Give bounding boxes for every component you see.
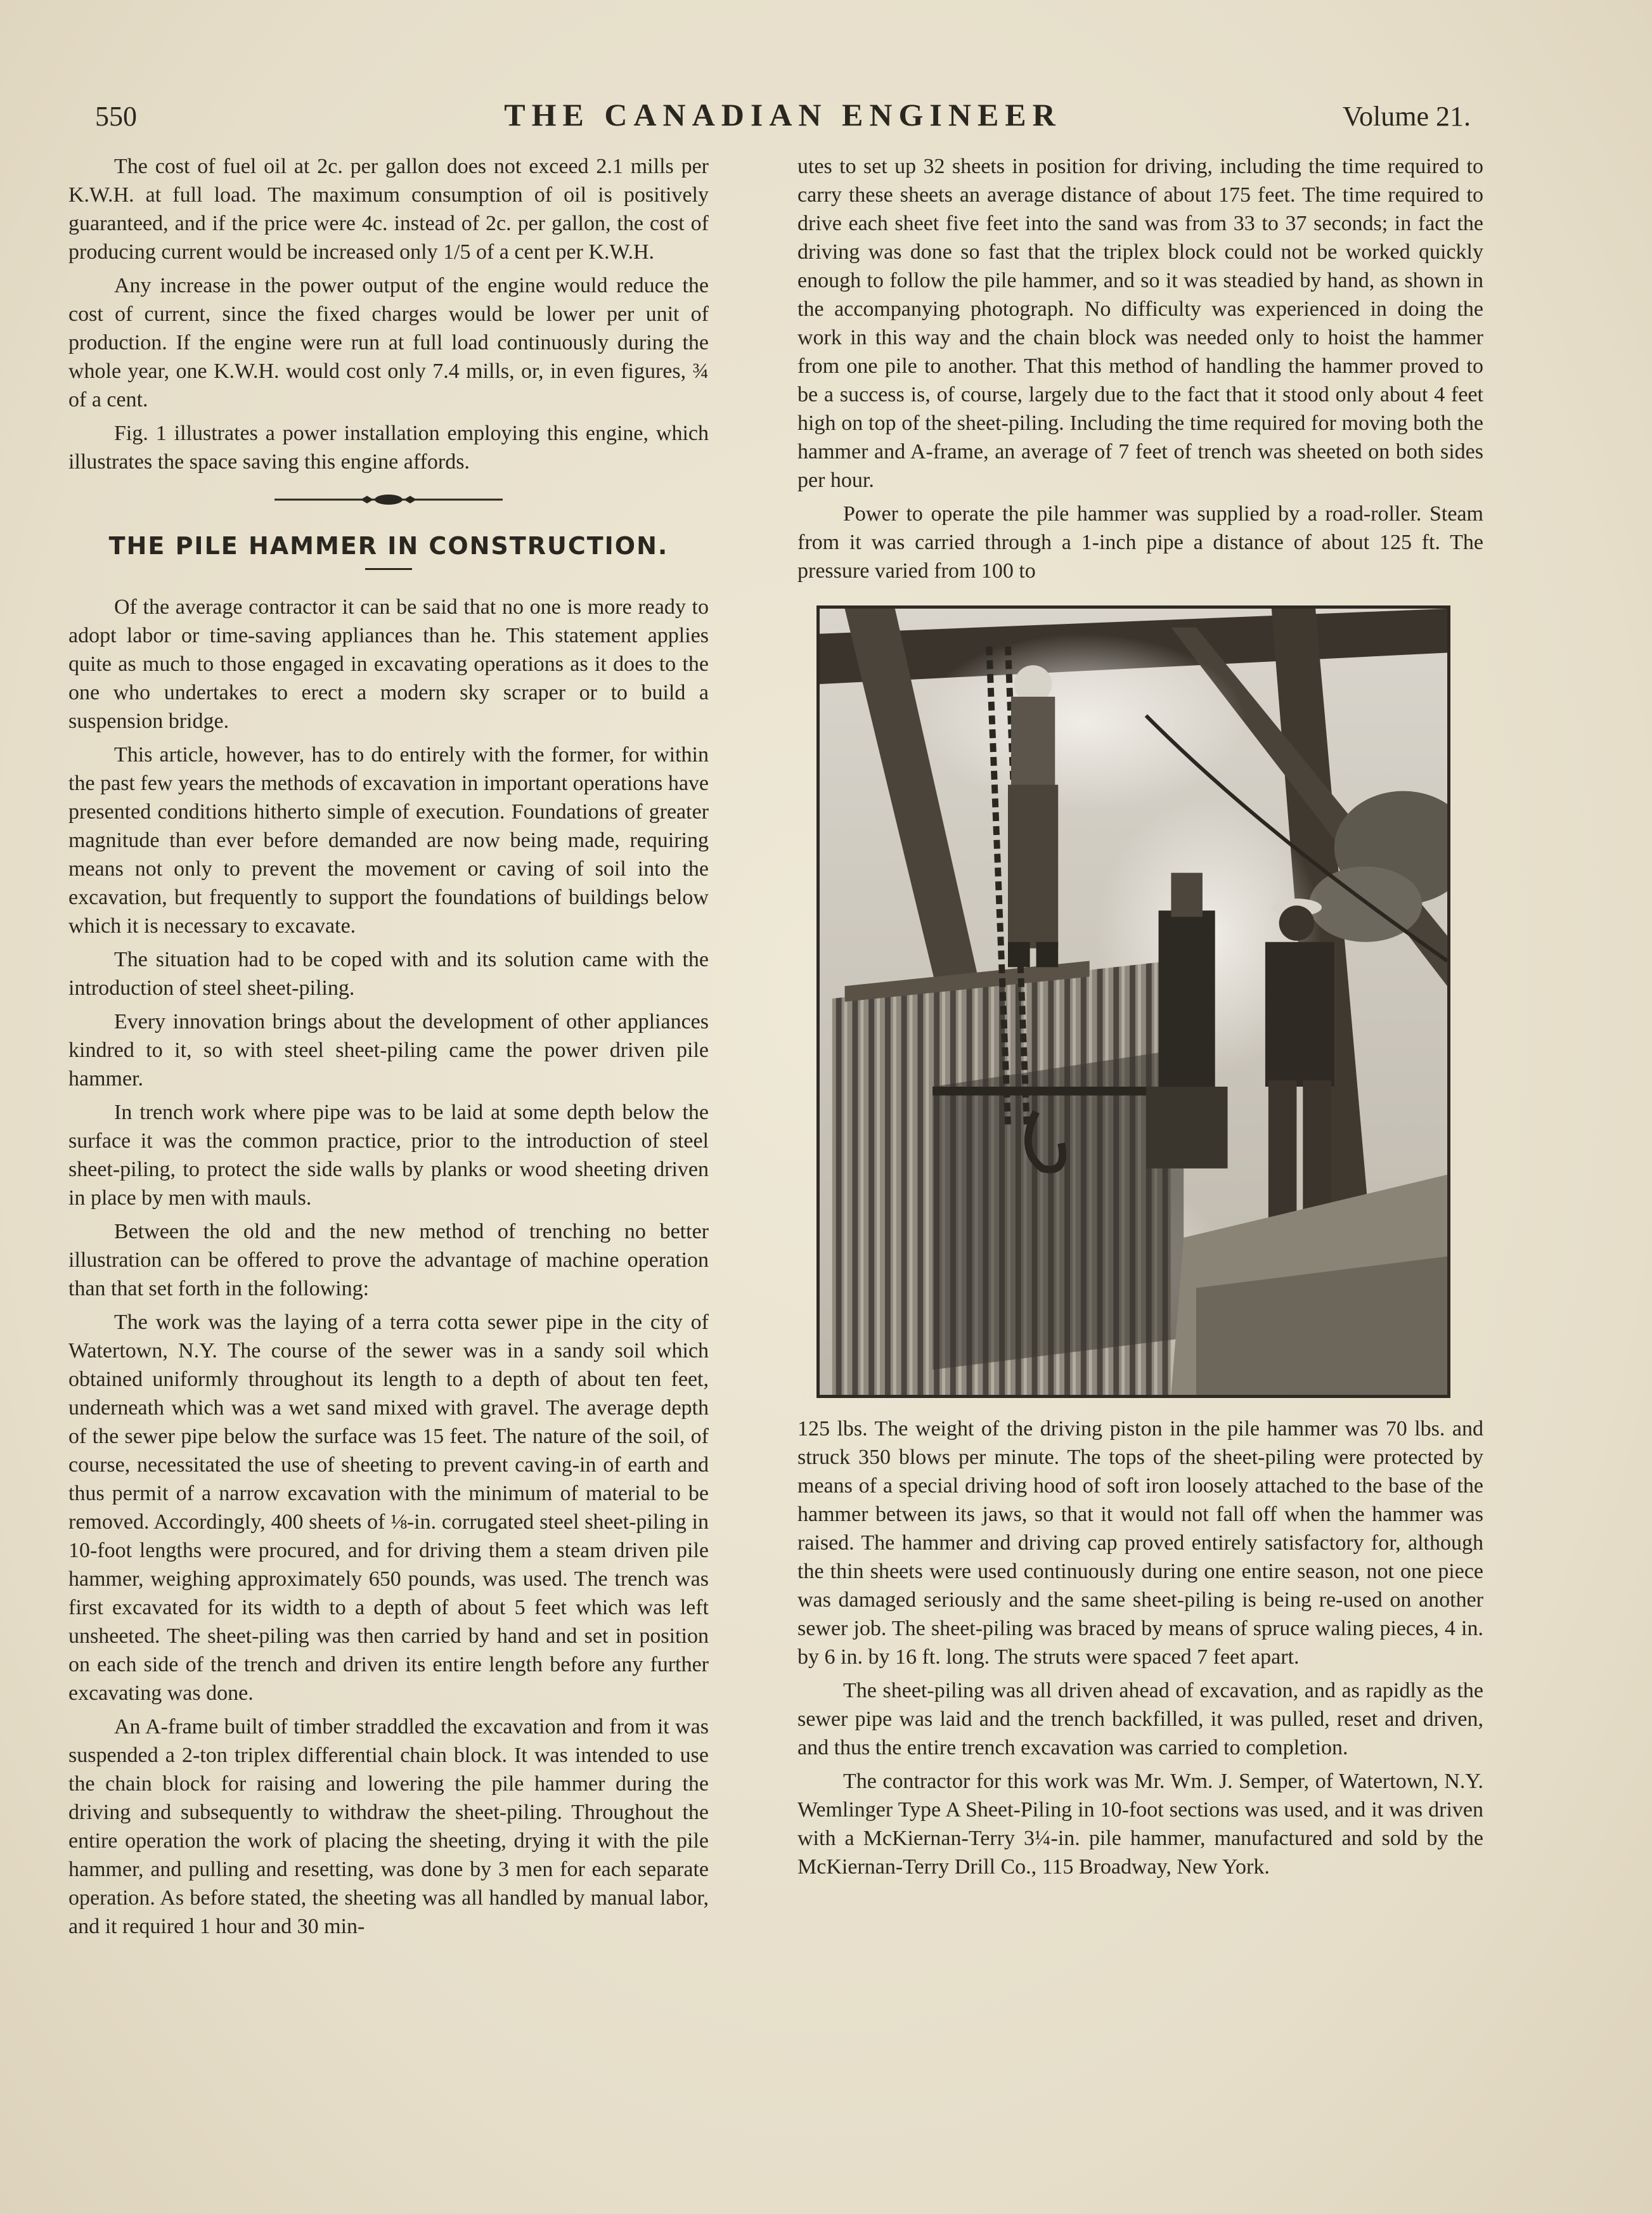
paragraph: Any increase in the power output of the engine would reduce the cost of current, since the fixed charges would be lower per unit of production. If the engine were run at full load continuously during the whole year, one K.W.H. would cost only 7.4 mills, or, in even figures, ¾ of a cent.	[68, 274, 709, 411]
paragraph: The sheet-piling was all driven ahead of excavation, and as rapidly as the sewer pipe was laid and the trench backfilled, it was pulled, reset and driven, and thus the entire trench excavation was carried to completion.	[797, 1679, 1483, 1759]
section-divider-ornament	[274, 490, 503, 509]
paragraph: Of the average contractor it can be said that no one is more ready to adopt labor or time-saving appliances than he. This statement applies quite as much to those engaged in excavating operations as it does to the one who undertakes to erect a modern sky scraper or to build a suspension bridge.	[68, 595, 709, 733]
paragraph: In trench work where pipe was to be laid at some depth below the surface it was the common practice, prior to the introduction of steel sheet-piling, to protect the side walls by planks or wood sheeting driven in place by men with mauls.	[68, 1101, 709, 1210]
paragraph: The work was the laying of a terra cotta sewer pipe in the city of Watertown, N.Y. The course of the sewer was in a sandy soil which obtained uniformly throughout its length to a depth of about ten feet, underneath which was a wet sand mixed with gravel. The average depth of the sewer pipe below the surface was 15 feet. The nature of the soil, of course, necessitated the use of sheeting to prevent caving-in of earth and thus permit of a narrow excavation with the minimum of material to be removed. Accordingly, 400 sheets of ⅛-in. corrugated steel sheet-piling in 10-foot lengths were procured, and for driving them a steam driven pile hammer, weighing approximately 650 pounds, was used. The trench was first excavated for its width to a depth of about 5 feet which was left unsheeted. The sheet-piling was then carried by hand and set in position on each side of the trench and driven its entire length before any further excavating was done.	[68, 1311, 709, 1705]
title-underline	[365, 568, 412, 570]
left-column	[68, 152, 709, 1946]
paragraph: 125 lbs. The weight of the driving piston in the pile hammer was 70 lbs. and struck 350 blows per minute. The tops of the sheet-piling were protected by means of a special driving hood of soft iron loosely attached to the base of the hammer between its jaws, so that it would not fall off when the hammer was raised. The hammer and driving cap proved entirely satisfactory for, although the thin sheets were used continuously during one entire season, not one piece was damaged seriously and the same sheet-piling is being re-used on another sewer job. The sheet-piling was braced by means of spruce waling pieces, 4 in. by 6 in. by 16 ft. long. The struts were spaced 7 feet apart.	[797, 1417, 1483, 1669]
paragraph: Fig. 1 illustrates a power installation employing this engine, which illustrates the space saving this engine affords.	[68, 422, 709, 474]
paragraph: utes to set up 32 sheets in position for driving, including the time required to carry these sheets an average distance of about 175 feet. The time required to drive each sheet five feet into the sand was from 33 to 37 seconds; in fact the driving was done so fast that the triplex block could not be worked quickly enough to follow the pile hammer, and so it was steadied by hand, as shown in the accompanying photograph. No difficulty was experienced in doing the work in this way and the chain block was needed only to hoist the hammer from one pile to another. That this method of handling the hammer proved to be a success is, of course, largely due to the fact that it stood only about 4 feet high on top of the sheet-piling. Including the time required for moving both the hammer and A-frame, an average of 7 feet of trench was sheeted on both sides per hour.	[797, 155, 1483, 492]
photo-illustration	[820, 609, 1447, 1395]
paragraph: This article, however, has to do entirely with the former, for within the past few years the methods of excavation in important operations have presented conditions hitherto simple of execution. Foundations of greater magnitude than ever before demanded are now being made, requiring means not only to prevent the movement or caving of soil into the excavation, but frequently to support the foundations of buildings below which it is necessary to excavate.	[68, 743, 709, 938]
paragraph: The contractor for this work was Mr. Wm. J. Semper, of Watertown, N.Y. Wemlinger Type A Sheet-Piling in 10-foot sections was used, and it was driven with a McKiernan-Terry 3¼-in. pile hammer, manufactured and sold by the McKiernan-Terry Drill Co., 115 Broadway, New York.	[797, 1770, 1483, 1879]
paragraph: Power to operate the pile hammer was supplied by a road-roller. Steam from it was carried through a 1-inch pipe a distance of about 125 ft. The pressure varied from 100 to	[797, 502, 1483, 583]
publication-title: THE CANADIAN ENGINEER	[504, 97, 1062, 133]
page-number: 550	[95, 101, 137, 132]
volume-label: Volume 21.	[1342, 101, 1471, 132]
article-title: THE PILE HAMMER IN CONSTRUCTION.	[108, 532, 669, 560]
right-column	[797, 152, 1483, 1886]
paragraph: The situation had to be coped with and its solution came with the introduction of steel sheet-piling.	[68, 948, 709, 1000]
page-header	[95, 96, 1471, 141]
paragraph: Between the old and the new method of trenching no better illustration can be offered to prove the advantage of machine operation than that set forth in the following:	[68, 1220, 709, 1300]
pile-hammer-photograph	[816, 605, 1450, 1398]
paragraph: The cost of fuel oil at 2c. per gallon does not exceed 2.1 mills per K.W.H. at full load. The maximum consumption of oil is positively guaranteed, and if the price were 4c. instead of 2c. per gallon, the cost of producing current would be increased only 1/5 of a cent per K.W.H.	[68, 155, 709, 264]
paragraph: Every innovation brings about the development of other appliances kindred to it, so with steel sheet-piling came the power driven pile hammer.	[68, 1010, 709, 1091]
paragraph: An A-frame built of timber straddled the excavation and from it was suspended a 2-ton triplex differential chain block. It was intended to use the chain block for raising and lowering the pile hammer during the driving and subsequently to withdraw the sheet-piling. Throughout the entire operation the work of placing the sheeting, drying it with the pile hammer, and pulling and resetting, was done by 3 men for each separate operation. As before stated, the sheeting was all handled by manual labor, and it required 1 hour and 30 min-	[68, 1715, 709, 1938]
